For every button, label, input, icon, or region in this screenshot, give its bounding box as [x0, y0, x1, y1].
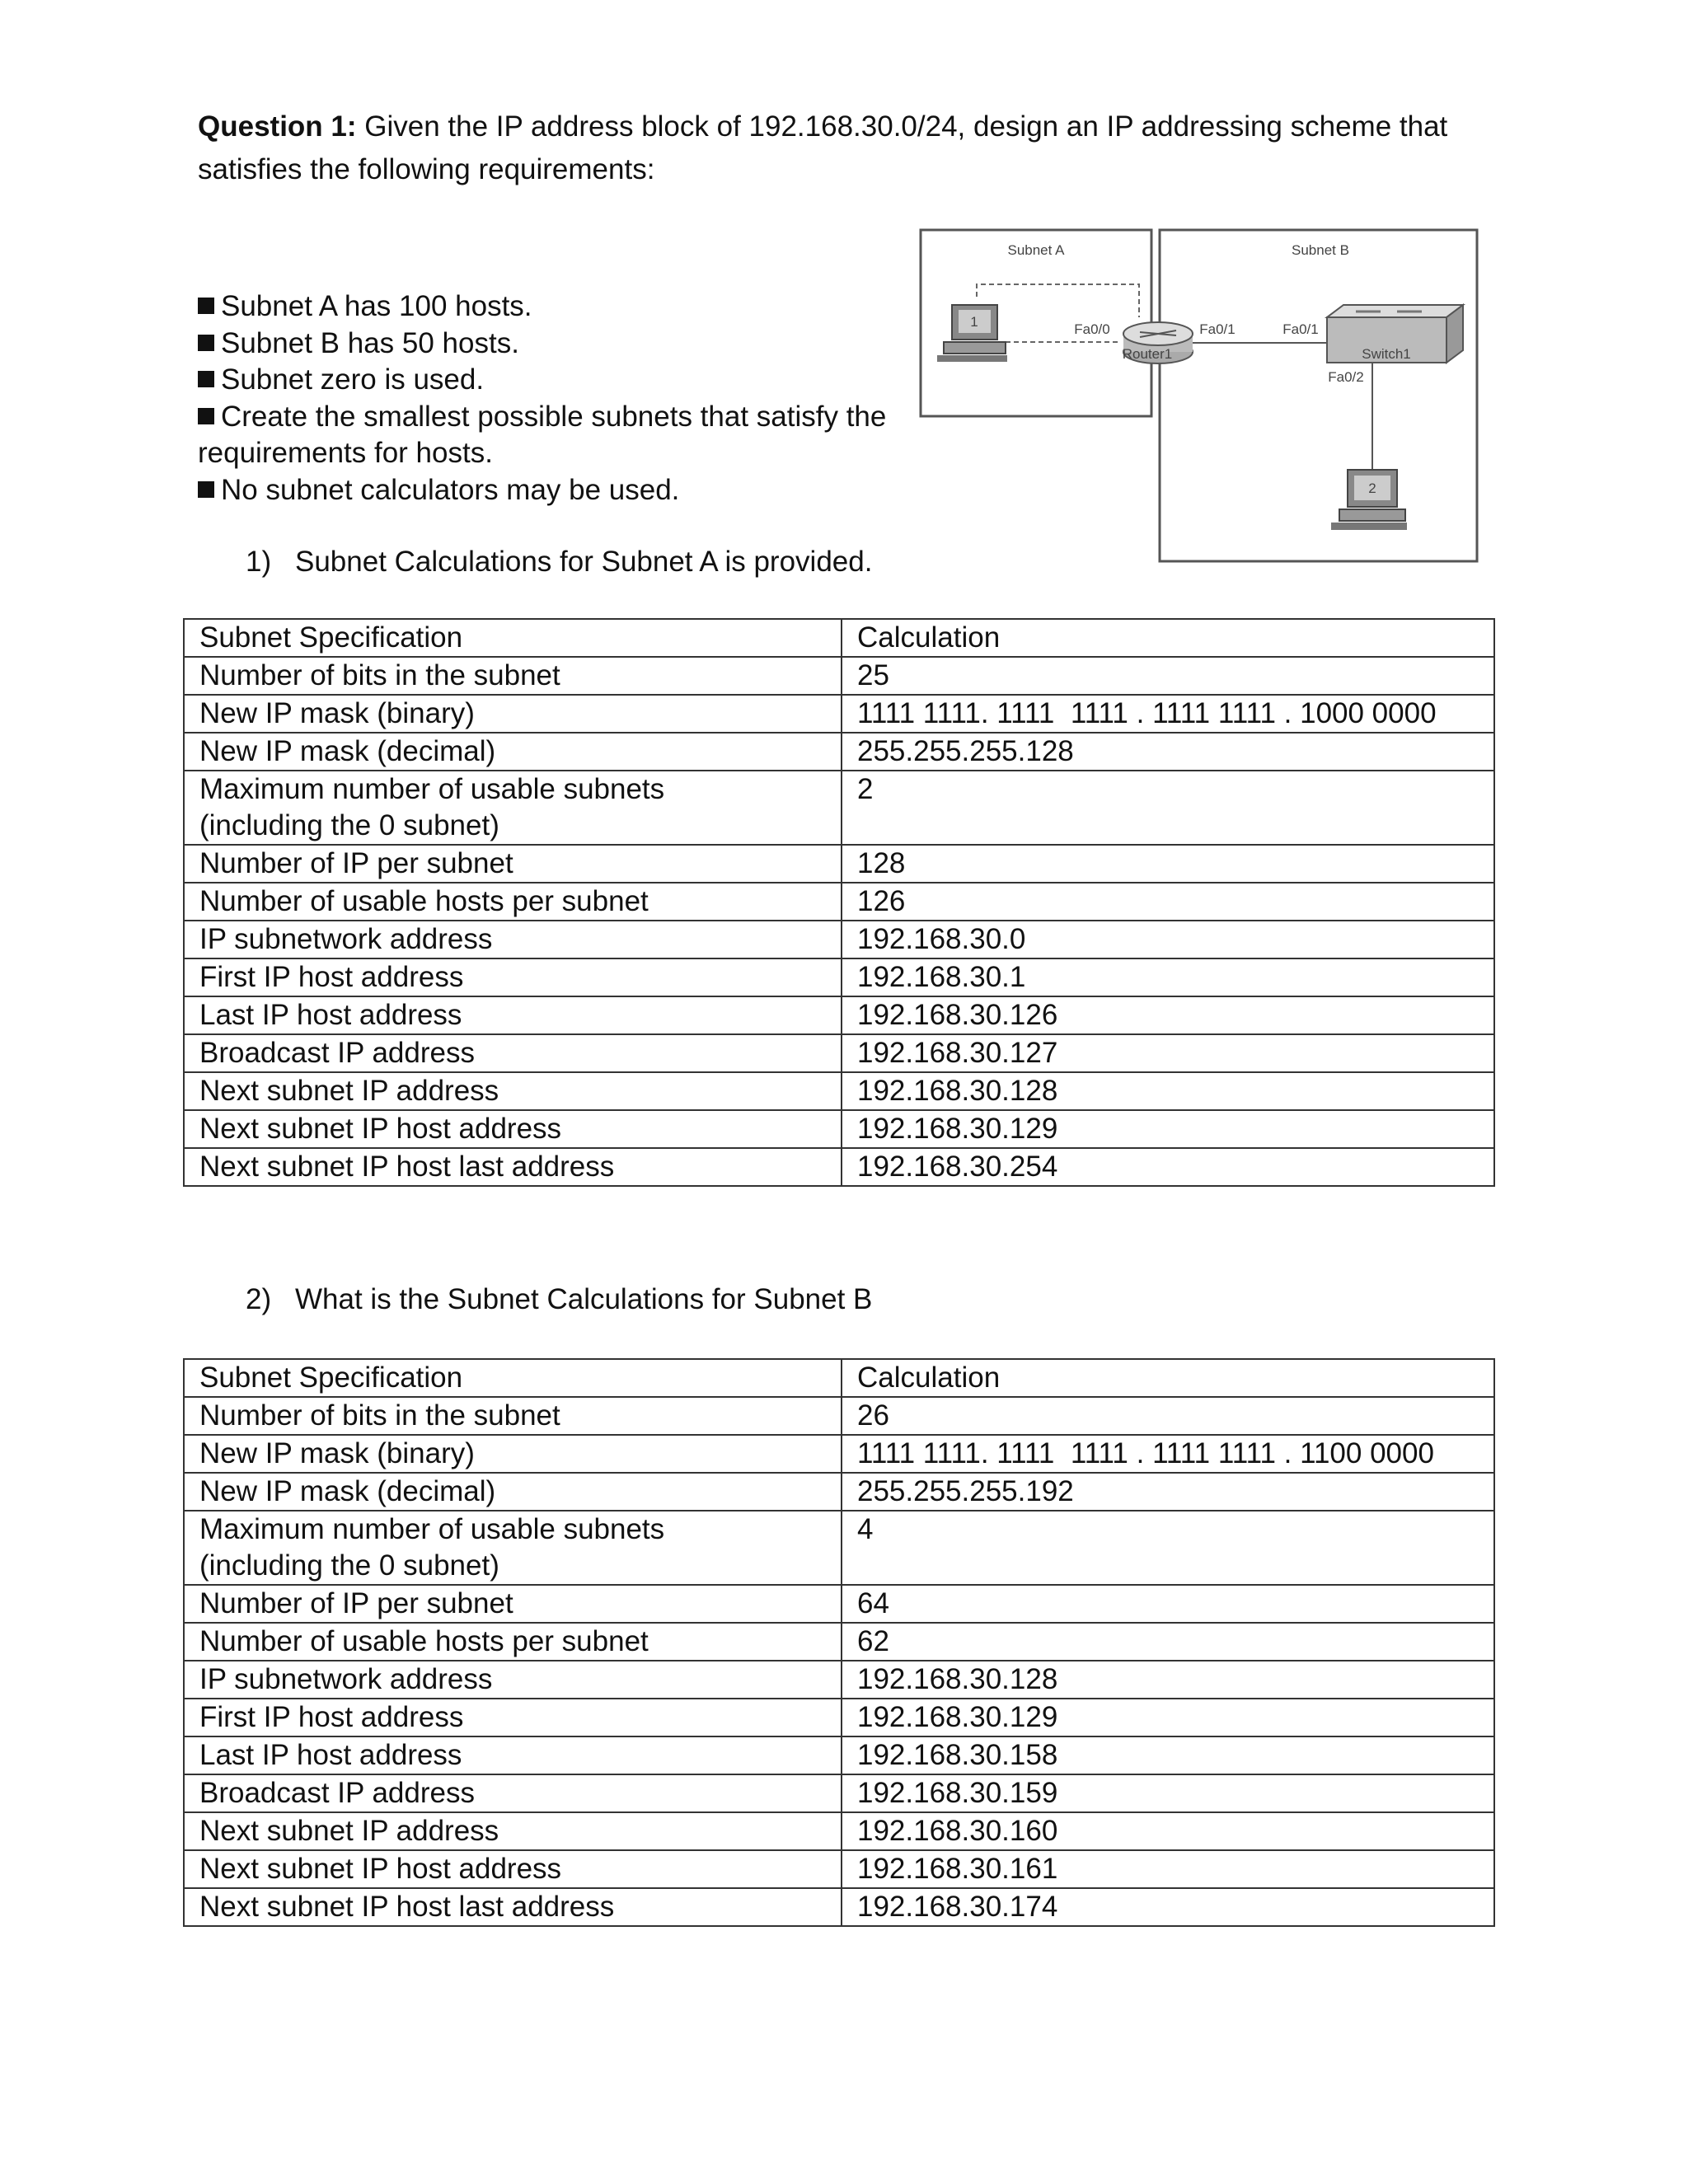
table-row: New IP mask (decimal) 255.255.255.128 — [184, 733, 1494, 771]
table-row: Number of bits in the subnet 26 — [184, 1397, 1494, 1435]
pc2-label: 2 — [1368, 480, 1376, 496]
table-header-row — [184, 1359, 1494, 1397]
table-row: IP subnetwork address 192.168.30.0 — [184, 921, 1494, 958]
requirement-item: Subnet A has 100 hosts. — [198, 288, 890, 326]
table-row: First IP host address 192.168.30.129 — [184, 1699, 1494, 1736]
subnet-b-table — [183, 1358, 1495, 1927]
table-row: Last IP host address 192.168.30.158 — [184, 1736, 1494, 1774]
square-bullet-icon — [198, 408, 214, 424]
pc1-label: 1 — [970, 314, 978, 330]
table-row: New IP mask (binary) 1111 1111. 1111 1111 . 1111 1111 . 1000 0000 — [184, 695, 1494, 733]
requirement-item: Subnet B has 50 hosts. — [198, 326, 890, 363]
section1-number: 1) — [246, 546, 272, 578]
requirements-list — [198, 288, 890, 509]
subnet-b-label: Subnet B — [1292, 242, 1349, 258]
section2-heading — [246, 1282, 872, 1318]
table-row: Number of IP per subnet 64 — [184, 1585, 1494, 1623]
square-bullet-icon — [198, 481, 214, 498]
section2-number: 2) — [246, 1283, 272, 1315]
question-body: Given the IP address block of 192.168.30.0/24, design an IP addressing scheme that satisfies the following requirements: — [198, 110, 1448, 185]
table-header-row — [184, 619, 1494, 657]
table-row: Number of usable hosts per subnet 126 — [184, 883, 1494, 921]
table-row: Broadcast IP address 192.168.30.127 — [184, 1034, 1494, 1072]
router-fa01-label: Fa0/1 — [1199, 321, 1236, 337]
pc2-computer-icon — [1331, 470, 1407, 530]
table-row: Next subnet IP address 192.168.30.128 — [184, 1072, 1494, 1110]
network-diagram — [919, 227, 1479, 565]
subnet-b-box — [1160, 230, 1477, 561]
table-row: Number of bits in the subnet 25 — [184, 657, 1494, 695]
subnet-a-table — [183, 618, 1495, 1187]
table-row: Next subnet IP host address 192.168.30.129 — [184, 1110, 1494, 1148]
square-bullet-icon — [198, 371, 214, 387]
router-fa00-label: Fa0/0 — [1074, 321, 1110, 337]
table-row: Broadcast IP address 192.168.30.159 — [184, 1774, 1494, 1812]
table-row: New IP mask (decimal) 255.255.255.192 — [184, 1473, 1494, 1511]
table-row: Next subnet IP host last address 192.168.30.254 — [184, 1148, 1494, 1186]
switch-label: Switch1 — [1362, 346, 1411, 362]
router-label: Router1 — [1122, 346, 1173, 362]
requirement-item: Create the smallest possible subnets that satisfy the requirements for hosts. — [198, 400, 887, 469]
switch-fa01-label: Fa0/1 — [1282, 321, 1319, 337]
table-row: Maximum number of usable subnets (including the 0 subnet) 2 — [184, 771, 1494, 845]
switch-fa02-label: Fa0/2 — [1328, 369, 1364, 385]
dashed-link — [977, 284, 1139, 317]
section2-title: What is the Subnet Calculations for Subnet B — [295, 1283, 873, 1315]
table-row: Last IP host address 192.168.30.126 — [184, 996, 1494, 1034]
requirement-item: Subnet zero is used. — [198, 362, 890, 399]
table-row: IP subnetwork address 192.168.30.128 — [184, 1661, 1494, 1699]
table-row: First IP host address 192.168.30.1 — [184, 958, 1494, 996]
header-cell: Calculation — [842, 1359, 1494, 1397]
table-row: Next subnet IP address 192.168.30.160 — [184, 1812, 1494, 1850]
table-row: Number of usable hosts per subnet 62 — [184, 1623, 1494, 1661]
section1-heading — [246, 544, 872, 580]
table-row: Next subnet IP host address 192.168.30.161 — [184, 1850, 1494, 1888]
question-label: Question 1: — [198, 110, 357, 143]
table-row: Maximum number of usable subnets (including the 0 subnet) 4 — [184, 1511, 1494, 1585]
section1-title: Subnet Calculations for Subnet A is provided. — [295, 546, 873, 578]
square-bullet-icon — [198, 298, 214, 314]
header-cell: Subnet Specification — [184, 1359, 842, 1397]
question-text — [198, 105, 1517, 191]
table-row: Next subnet IP host last address 192.168.30.174 — [184, 1888, 1494, 1926]
table-row: Number of IP per subnet 128 — [184, 845, 1494, 883]
subnet-a-label: Subnet A — [1007, 242, 1065, 258]
header-cell: Subnet Specification — [184, 619, 842, 657]
requirement-item: No subnet calculators may be used. — [198, 472, 890, 509]
table-row: New IP mask (binary) 1111 1111. 1111 1111 . 1111 1111 . 1100 0000 — [184, 1435, 1494, 1473]
square-bullet-icon — [198, 335, 214, 351]
header-cell: Calculation — [842, 619, 1494, 657]
